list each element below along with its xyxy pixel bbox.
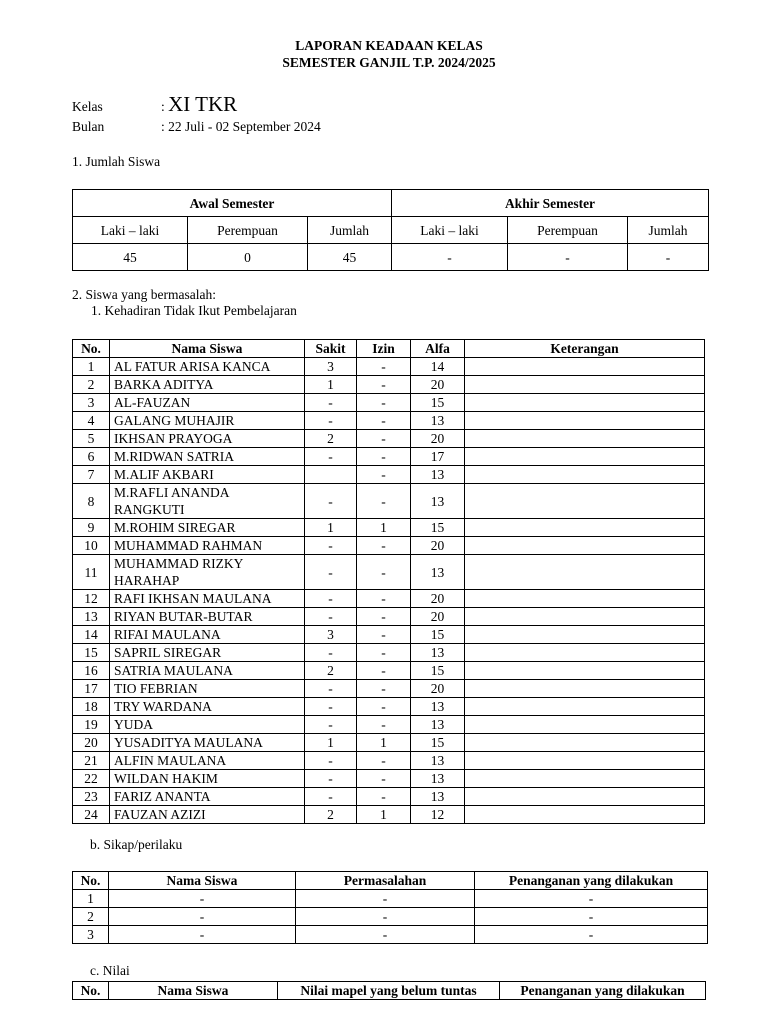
row-number: 8	[73, 484, 110, 519]
sakit-count: 2	[305, 662, 357, 680]
table-row	[73, 806, 705, 824]
kelas-label: Kelas	[72, 99, 103, 114]
alfa-count: 15	[411, 662, 465, 680]
sakit-count: 3	[305, 626, 357, 644]
keterangan	[465, 716, 705, 734]
izin-count: -	[357, 590, 411, 608]
keterangan	[465, 662, 705, 680]
row-number: 7	[73, 466, 110, 484]
row-number: 11	[73, 555, 110, 590]
izin-count: -	[357, 484, 411, 519]
student-name: AL FATUR ARISA KANCA	[110, 358, 305, 376]
student-name: AL-FAUZAN	[110, 394, 305, 412]
keterangan	[465, 788, 705, 806]
alfa-count: 13	[411, 555, 465, 590]
count-cell: -	[628, 244, 709, 271]
alfa-count: 13	[411, 412, 465, 430]
col-header: Nilai mapel yang belum tuntas	[278, 982, 500, 1000]
student-name: M.RAFLI ANANDA RANGKUTI	[110, 484, 305, 519]
keterangan	[465, 484, 705, 519]
section1-heading: 1. Jumlah Siswa	[72, 154, 161, 169]
sakit-count: -	[305, 394, 357, 412]
izin-count: -	[357, 680, 411, 698]
student-name: FAUZAN AZIZI	[110, 806, 305, 824]
row-number: 10	[73, 537, 110, 555]
student-name: BARKA ADITYA	[110, 376, 305, 394]
sakit-count: -	[305, 716, 357, 734]
keterangan	[465, 644, 705, 662]
behavior-table	[72, 871, 708, 944]
table-row	[73, 394, 705, 412]
row-number: 19	[73, 716, 110, 734]
izin-count: -	[357, 448, 411, 466]
col-header: No.	[73, 340, 110, 358]
col-header: Jumlah	[308, 217, 392, 244]
student-name: M.ROHIM SIREGAR	[110, 519, 305, 537]
keterangan	[465, 752, 705, 770]
sakit-count: 1	[305, 734, 357, 752]
alfa-count: 20	[411, 608, 465, 626]
col-header: Penanganan yang dilakukan	[475, 872, 708, 890]
row-number: 17	[73, 680, 110, 698]
sakit-count: 3	[305, 358, 357, 376]
group-akhir-semester: Akhir Semester	[392, 190, 709, 217]
sakit-count: -	[305, 644, 357, 662]
izin-count: -	[357, 376, 411, 394]
penanganan: -	[475, 890, 708, 908]
sakit-count: -	[305, 788, 357, 806]
table-row	[73, 698, 705, 716]
section2-subheading: 1. Kehadiran Tidak Ikut Pembelajaran	[91, 303, 297, 318]
izin-count: -	[357, 698, 411, 716]
table-row	[73, 484, 705, 519]
sakit-count: -	[305, 590, 357, 608]
keterangan	[465, 448, 705, 466]
alfa-count: 13	[411, 484, 465, 519]
student-name: -	[109, 890, 296, 908]
alfa-count: 13	[411, 752, 465, 770]
sakit-count: -	[305, 680, 357, 698]
alfa-count: 13	[411, 644, 465, 662]
section2-heading: 2. Siswa yang bermasalah:	[72, 287, 216, 302]
table-row	[73, 519, 705, 537]
col-header: Perempuan	[188, 217, 308, 244]
keterangan	[465, 626, 705, 644]
col-header: Nama Siswa	[109, 982, 278, 1000]
student-name: -	[109, 926, 296, 944]
col-header: Laki – laki	[73, 217, 188, 244]
izin-count: -	[357, 644, 411, 662]
keterangan	[465, 358, 705, 376]
alfa-count: 20	[411, 430, 465, 448]
col-header: Jumlah	[628, 217, 709, 244]
sakit-count: -	[305, 770, 357, 788]
izin-count: -	[357, 358, 411, 376]
keterangan	[465, 608, 705, 626]
student-name: RIFAI MAULANA	[110, 626, 305, 644]
col-header: No.	[73, 872, 109, 890]
izin-count: -	[357, 412, 411, 430]
table-row	[73, 358, 705, 376]
permasalahan: -	[296, 926, 475, 944]
sakit-count: -	[305, 412, 357, 430]
student-name: GALANG MUHAJIR	[110, 412, 305, 430]
kelas-value: XI TKR	[168, 92, 238, 116]
keterangan	[465, 680, 705, 698]
count-cell: 45	[73, 244, 188, 271]
table-row	[73, 376, 705, 394]
table-row	[73, 788, 705, 806]
keterangan	[465, 394, 705, 412]
table-row	[73, 537, 705, 555]
table-row	[73, 752, 705, 770]
table-row	[73, 680, 705, 698]
student-name: FARIZ ANANTA	[110, 788, 305, 806]
student-name: IKHSAN PRAYOGA	[110, 430, 305, 448]
table-row	[73, 890, 708, 908]
table-row	[73, 662, 705, 680]
izin-count: -	[357, 626, 411, 644]
student-name: RAFI IKHSAN MAULANA	[110, 590, 305, 608]
keterangan	[465, 537, 705, 555]
permasalahan: -	[296, 908, 475, 926]
sakit-count: 2	[305, 430, 357, 448]
col-header: Laki – laki	[392, 217, 508, 244]
table-row	[73, 926, 708, 944]
table-row	[73, 430, 705, 448]
table-row	[73, 770, 705, 788]
alfa-count: 14	[411, 358, 465, 376]
student-name: SATRIA MAULANA	[110, 662, 305, 680]
permasalahan: -	[296, 890, 475, 908]
behavior-table-body	[73, 890, 708, 944]
sakit-count: -	[305, 484, 357, 519]
izin-count: -	[357, 537, 411, 555]
izin-count: -	[357, 662, 411, 680]
alfa-count: 20	[411, 680, 465, 698]
student-name: RIYAN BUTAR-BUTAR	[110, 608, 305, 626]
sakit-count: -	[305, 608, 357, 626]
row-number: 24	[73, 806, 110, 824]
alfa-count: 20	[411, 537, 465, 555]
alfa-count: 15	[411, 734, 465, 752]
keterangan	[465, 555, 705, 590]
sakit-count	[305, 466, 357, 484]
col-header: Permasalahan	[296, 872, 475, 890]
keterangan	[465, 734, 705, 752]
sakit-count: -	[305, 752, 357, 770]
keterangan	[465, 412, 705, 430]
grades-table	[72, 981, 706, 1000]
row-number: 22	[73, 770, 110, 788]
col-header: Nama Siswa	[110, 340, 305, 358]
row-number: 15	[73, 644, 110, 662]
izin-count: -	[357, 608, 411, 626]
row-number: 9	[73, 519, 110, 537]
student-name: -	[109, 908, 296, 926]
col-header: No.	[73, 982, 109, 1000]
penanganan: -	[475, 908, 708, 926]
alfa-count: 17	[411, 448, 465, 466]
row-number: 1	[73, 358, 110, 376]
sakit-count: 1	[305, 519, 357, 537]
sakit-count: 1	[305, 376, 357, 394]
section-c-heading: c. Nilai	[90, 963, 130, 978]
report-subtitle: SEMESTER GANJIL T.P. 2024/2025	[282, 55, 496, 70]
count-cell: 45	[308, 244, 392, 271]
student-name: YUDA	[110, 716, 305, 734]
izin-count: -	[357, 770, 411, 788]
keterangan	[465, 430, 705, 448]
count-cell: -	[392, 244, 508, 271]
table-row	[73, 716, 705, 734]
alfa-count: 13	[411, 788, 465, 806]
row-number: 3	[73, 926, 109, 944]
keterangan	[465, 590, 705, 608]
student-count-table	[72, 189, 709, 271]
student-name: SAPRIL SIREGAR	[110, 644, 305, 662]
row-number: 23	[73, 788, 110, 806]
table-row	[73, 908, 708, 926]
izin-count: 1	[357, 734, 411, 752]
row-number: 1	[73, 890, 109, 908]
count-cell: 0	[188, 244, 308, 271]
alfa-count: 13	[411, 466, 465, 484]
alfa-count: 15	[411, 394, 465, 412]
sakit-count: -	[305, 537, 357, 555]
col-header: Keterangan	[465, 340, 705, 358]
row-number: 3	[73, 394, 110, 412]
attendance-table	[72, 339, 705, 824]
izin-count: -	[357, 466, 411, 484]
keterangan	[465, 519, 705, 537]
bulan-label: Bulan	[72, 119, 105, 134]
col-header: Alfa	[411, 340, 465, 358]
table-row	[73, 644, 705, 662]
izin-count: -	[357, 716, 411, 734]
col-header: Sakit	[305, 340, 357, 358]
keterangan	[465, 376, 705, 394]
row-number: 21	[73, 752, 110, 770]
attendance-table-body	[73, 358, 705, 824]
alfa-count: 15	[411, 626, 465, 644]
alfa-count: 12	[411, 806, 465, 824]
izin-count: 1	[357, 519, 411, 537]
sakit-count: -	[305, 555, 357, 590]
keterangan	[465, 698, 705, 716]
student-name: TIO FEBRIAN	[110, 680, 305, 698]
sakit-count: -	[305, 448, 357, 466]
row-number: 20	[73, 734, 110, 752]
row-number: 5	[73, 430, 110, 448]
table-row	[73, 626, 705, 644]
kelas-value-wrap: : XI TKR	[161, 92, 238, 116]
student-name: M.ALIF AKBARI	[110, 466, 305, 484]
count-cell: -	[508, 244, 628, 271]
table-row	[73, 448, 705, 466]
alfa-count: 13	[411, 698, 465, 716]
izin-count: -	[357, 555, 411, 590]
col-header: Perempuan	[508, 217, 628, 244]
table-row	[73, 555, 705, 590]
izin-count: 1	[357, 806, 411, 824]
row-number: 14	[73, 626, 110, 644]
student-name: MUHAMMAD RIZKY HARAHAP	[110, 555, 305, 590]
row-number: 16	[73, 662, 110, 680]
student-name: WILDAN HAKIM	[110, 770, 305, 788]
col-header: Penanganan yang dilakukan	[500, 982, 706, 1000]
student-name: YUSADITYA MAULANA	[110, 734, 305, 752]
table-row	[73, 734, 705, 752]
row-number: 2	[73, 908, 109, 926]
group-awal-semester: Awal Semester	[73, 190, 392, 217]
sakit-count: -	[305, 698, 357, 716]
izin-count: -	[357, 430, 411, 448]
alfa-count: 20	[411, 590, 465, 608]
table-row	[73, 466, 705, 484]
alfa-count: 20	[411, 376, 465, 394]
row-number: 6	[73, 448, 110, 466]
alfa-count: 13	[411, 770, 465, 788]
student-name: TRY WARDANA	[110, 698, 305, 716]
table-row	[73, 590, 705, 608]
keterangan	[465, 466, 705, 484]
keterangan	[465, 806, 705, 824]
col-header: Nama Siswa	[109, 872, 296, 890]
student-name: MUHAMMAD RAHMAN	[110, 537, 305, 555]
table-row	[73, 412, 705, 430]
penanganan: -	[475, 926, 708, 944]
izin-count: -	[357, 394, 411, 412]
row-number: 12	[73, 590, 110, 608]
sakit-count: 2	[305, 806, 357, 824]
row-number: 2	[73, 376, 110, 394]
table-row	[73, 608, 705, 626]
alfa-count: 13	[411, 716, 465, 734]
keterangan	[465, 770, 705, 788]
row-number: 18	[73, 698, 110, 716]
report-title: LAPORAN KEADAAN KELAS	[295, 38, 483, 53]
izin-count: -	[357, 752, 411, 770]
section-b-heading: b. Sikap/perilaku	[90, 837, 183, 852]
row-number: 4	[73, 412, 110, 430]
bulan-value: : 22 Juli - 02 September 2024	[161, 119, 321, 134]
student-name: M.RIDWAN SATRIA	[110, 448, 305, 466]
alfa-count: 15	[411, 519, 465, 537]
student-name: ALFIN MAULANA	[110, 752, 305, 770]
col-header: Izin	[357, 340, 411, 358]
izin-count: -	[357, 788, 411, 806]
row-number: 13	[73, 608, 110, 626]
